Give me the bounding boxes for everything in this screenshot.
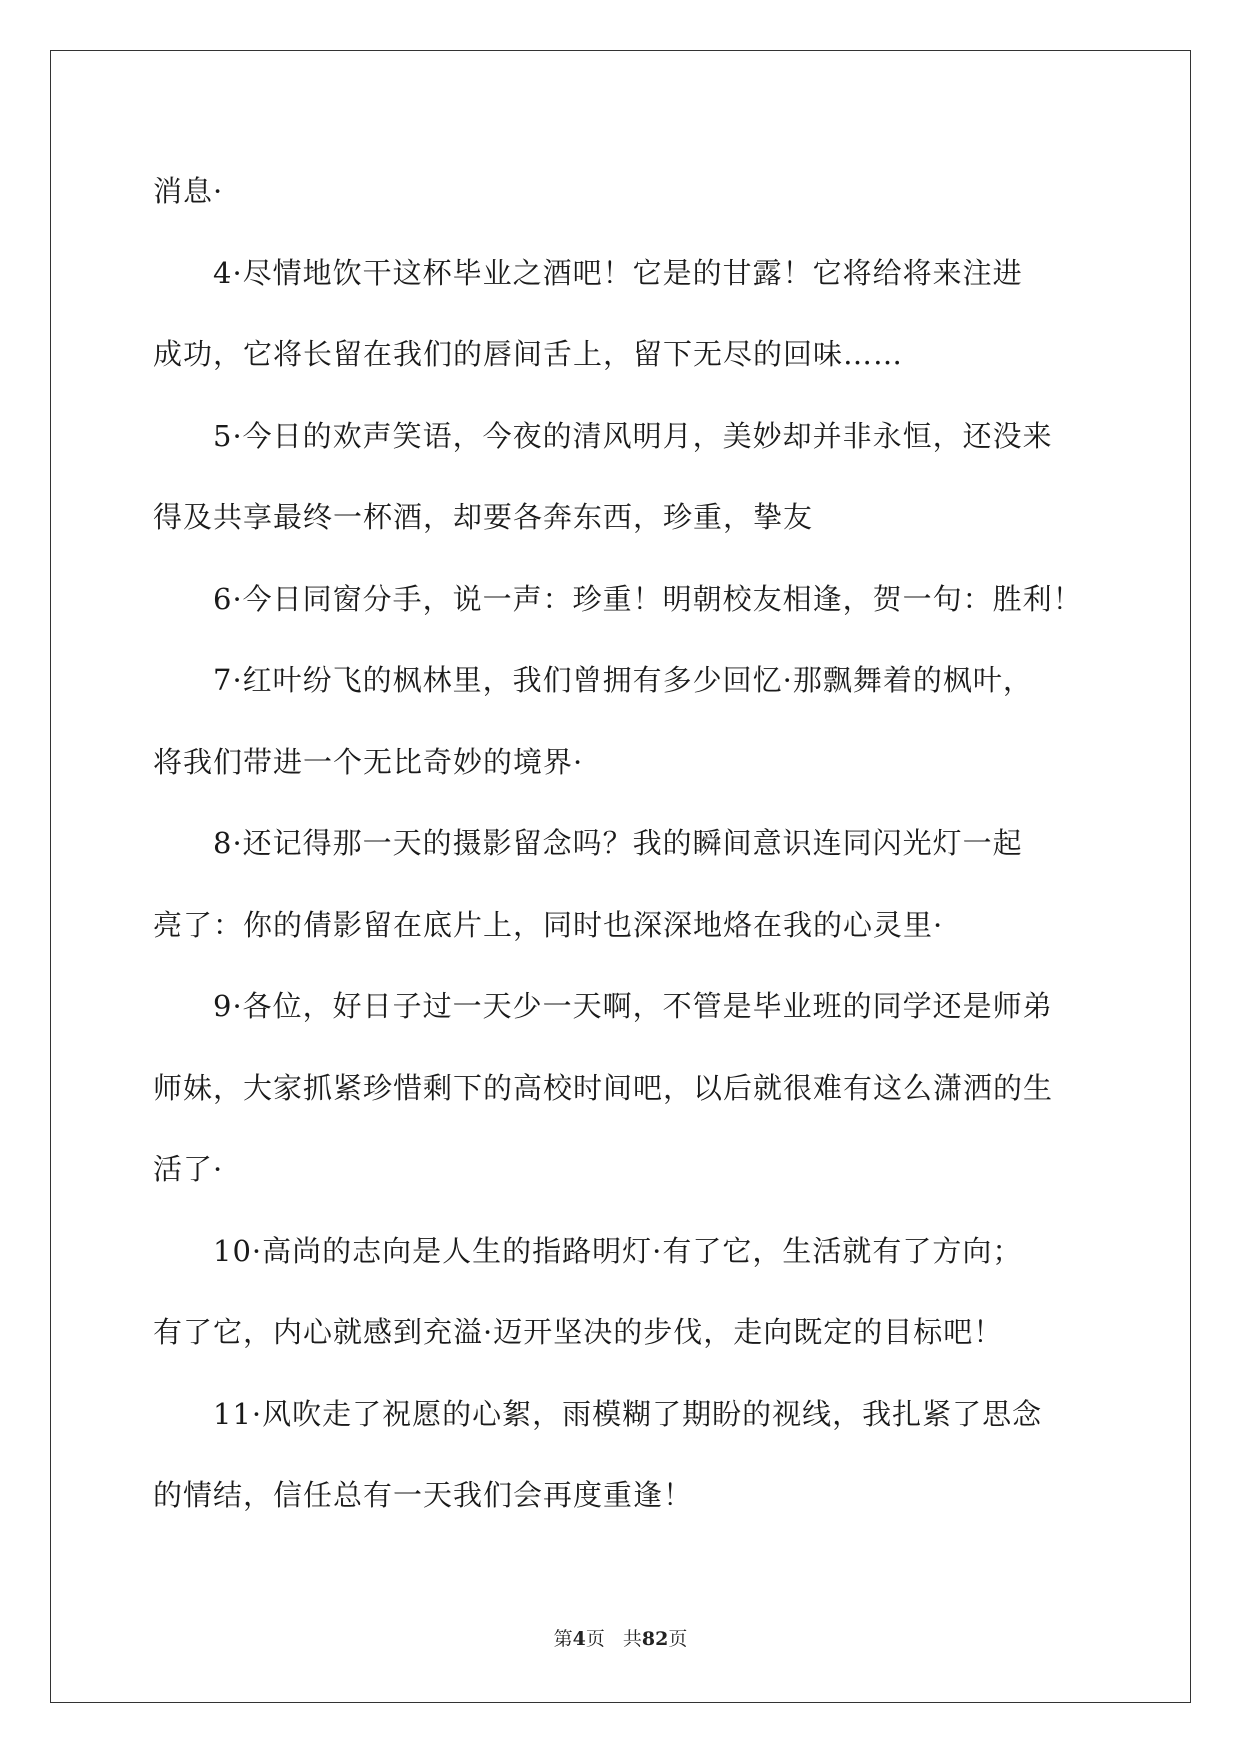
- text-line-7: 7·红叶纷飞的枫林里，我们曾拥有多少回忆·那飘舞着的枫叶，: [213, 663, 1033, 697]
- page-footer: [0, 1624, 1241, 1651]
- document-body: [153, 151, 1093, 1537]
- text-line-5: 得及共享最终一杯酒，却要各奔东西，珍重，挚友: [153, 500, 814, 534]
- text-line-4: 5·今日的欢声笑语，今夜的清风明月，美妙却并非永恒，还没来: [213, 418, 1053, 453]
- text-line-2: 4·尽情地饮干这杯毕业之酒吧！它是的甘露！它将给将来注进: [213, 255, 1023, 290]
- text-line-3: 成功，它将长留在我们的唇间舌上，留下无尽的回味……: [153, 337, 904, 371]
- text-line-10: 亮了：你的倩影留在底片上，同时也深深地烙在我的心灵里·: [153, 907, 944, 942]
- page-number: 4: [572, 1628, 586, 1650]
- text-line-12: 师妹，大家抓紧珍惜剩下的高校时间吧，以后就很难有这么潇洒的生: [153, 1070, 1054, 1105]
- total-pages: 82: [641, 1628, 669, 1650]
- page-label-suffix: 页: [585, 1628, 605, 1650]
- text-line-11: 9·各位，好日子过一天少一天啊，不管是毕业班的同学还是师弟: [213, 989, 1053, 1023]
- text-line-17: 的情结，信任总有一天我们会再度重逢！: [153, 1478, 694, 1512]
- text-line-8: 将我们带进一个无比奇妙的境界·: [153, 744, 584, 779]
- text-line-14: 10·高尚的志向是人生的指路明灯·有了它，生活就有了方向；: [213, 1233, 1023, 1268]
- text-line-16: 11·风吹走了祝愿的心絮，雨模糊了期盼的视线，我扎紧了思念: [213, 1396, 1043, 1431]
- text-line-15: 有了它，内心就感到充溢·迈开坚决的步伐，走向既定的目标吧！: [153, 1315, 1004, 1349]
- total-label-prefix: 共: [622, 1628, 642, 1650]
- text-line-13: 活了·: [153, 1152, 224, 1186]
- page-label-prefix: 第: [553, 1628, 573, 1650]
- total-label-suffix: 页: [668, 1628, 688, 1650]
- text-line-6: 6·今日同窗分手，说一声：珍重！明朝校友相逢，贺一句：胜利！: [213, 581, 1083, 616]
- text-line-9: 8·还记得那一天的摄影留念吗？我的瞬间意识连同闪光灯一起: [213, 826, 1023, 860]
- text-line-1: 消息·: [153, 174, 224, 208]
